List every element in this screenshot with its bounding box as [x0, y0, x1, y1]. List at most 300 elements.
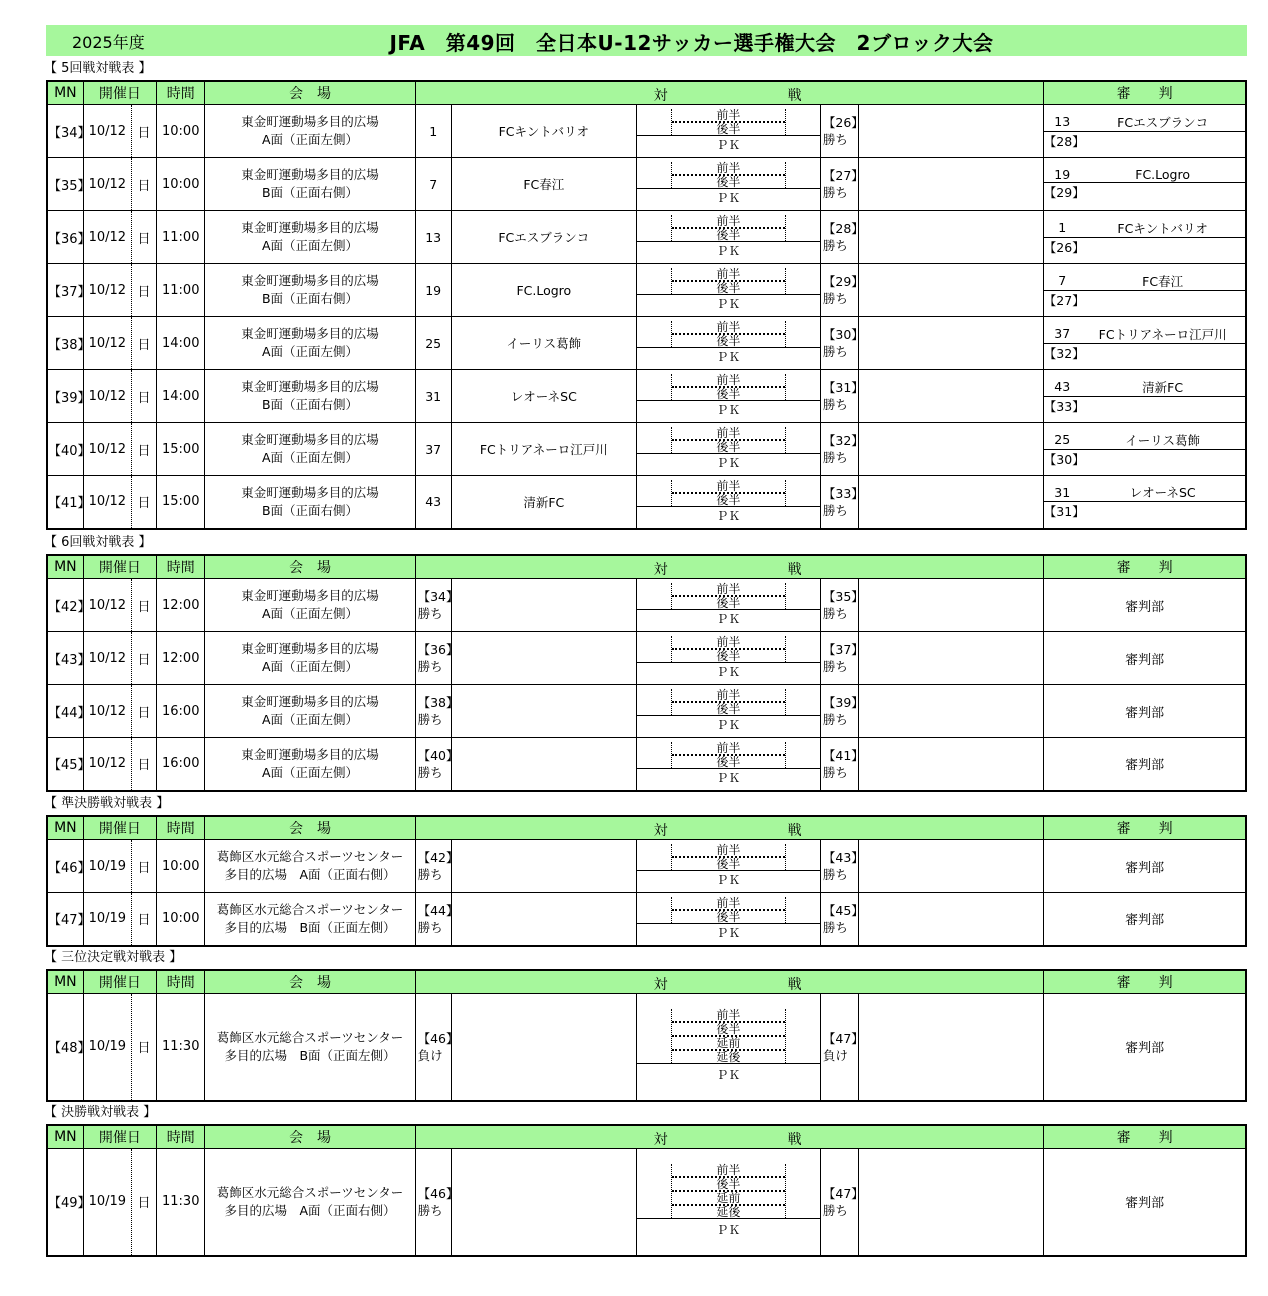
team-left-number: 19 — [415, 264, 451, 317]
match-time: 14:00 — [157, 317, 205, 370]
header-row — [47, 970, 1246, 994]
referee-cell: 審判部 — [1044, 840, 1246, 893]
period-label-second-half: 後半 — [672, 333, 785, 347]
match-venue: 東金町運動場多目的広場 A面（正面左側） — [205, 423, 415, 476]
period-label-second-half: 後半 — [672, 227, 785, 241]
team-right-slot — [820, 994, 864, 1101]
referee-match-ref: 【32】 — [1043, 345, 1085, 361]
team-right-name — [859, 370, 1044, 423]
score-box — [636, 317, 820, 370]
pk-label: ＰＫ — [637, 1063, 820, 1085]
match-date: 10/19 — [83, 1149, 131, 1256]
team-right-slot — [820, 738, 864, 791]
match-date: 10/12 — [83, 476, 131, 529]
pk-label: ＰＫ — [637, 609, 820, 627]
team-left-slot — [415, 994, 459, 1101]
col-header-date: 開催日 — [83, 970, 156, 994]
score-box — [636, 370, 820, 423]
match-weekday: 日 — [131, 476, 156, 529]
final-table — [46, 1124, 1247, 1257]
referee-team-name: FCトリアネーロ江戸川 — [1098, 326, 1227, 342]
match-date: 10/12 — [83, 632, 131, 685]
period-label-first-half: 前半 — [716, 740, 741, 755]
team-right-label: 【47】 勝ち — [822, 1185, 864, 1218]
pk-label: ＰＫ — [637, 662, 820, 680]
match-weekday: 日 — [131, 317, 156, 370]
team-right-slot — [820, 423, 864, 476]
score-box — [636, 423, 820, 476]
match-time: 10:00 — [157, 840, 205, 893]
team-right-slot — [820, 211, 864, 264]
match-weekday: 日 — [131, 632, 156, 685]
match-number: 【40】 — [47, 423, 83, 476]
team-left-slot — [415, 685, 459, 738]
match-row — [47, 1149, 1246, 1256]
col-header-match-left: 対 — [653, 1132, 668, 1148]
match-date: 10/12 — [83, 738, 131, 791]
match-venue: 東金町運動場多目的広場 A面（正面左側） — [205, 632, 415, 685]
col-header-mn: MN — [47, 816, 83, 840]
period-label-second-half: 後半 — [672, 280, 785, 294]
pk-label: ＰＫ — [637, 715, 820, 733]
team-left-name — [451, 1149, 636, 1256]
season-year: 2025年度 — [72, 33, 145, 52]
match-row — [47, 105, 1246, 158]
team-right-slot — [820, 579, 864, 632]
match-number: 【37】 — [47, 264, 83, 317]
match-row — [47, 423, 1246, 476]
col-header-venue: 会 場 — [205, 555, 415, 579]
period-label-second-half: 後半 — [672, 492, 785, 506]
team-right-label: 【33】 勝ち — [822, 485, 864, 518]
referee-cell — [1044, 264, 1246, 317]
col-header-mn: MN — [47, 1125, 83, 1149]
referee-team-number: 7 — [1058, 273, 1067, 288]
team-right-label: 【27】 勝ち — [822, 168, 864, 200]
referee-cell: 審判部 — [1044, 632, 1246, 685]
col-header-time: 時間 — [157, 816, 205, 840]
team-right-name — [859, 211, 1044, 264]
referee-team-number: 37 — [1054, 326, 1071, 341]
team-left-name: レオーネSC — [451, 370, 636, 423]
team-left-number: 31 — [415, 370, 451, 423]
col-header-match — [415, 81, 1044, 105]
referee-team-name: FCキントバリオ — [1117, 220, 1208, 236]
match-venue: 東金町運動場多目的広場 A面（正面左側） — [205, 738, 415, 791]
match-time: 16:00 — [157, 685, 205, 738]
team-right-label: 【31】 勝ち — [822, 380, 864, 412]
period-label-second-half: 後半 — [672, 856, 785, 870]
team-right-name — [859, 685, 1044, 738]
referee-cell — [1044, 370, 1246, 423]
pk-label: ＰＫ — [637, 453, 820, 471]
referee-cell: 審判部 — [1044, 1149, 1246, 1256]
period-label-first-half: 前半 — [716, 688, 741, 702]
match-weekday: 日 — [131, 211, 156, 264]
team-left-name: FCトリアネーロ江戸川 — [451, 423, 636, 476]
team-left-label: 【42】 勝ち — [417, 850, 459, 882]
match-weekday: 日 — [131, 579, 156, 632]
score-box — [636, 158, 820, 211]
period-label-first-half: 前半 — [716, 478, 741, 493]
referee-cell — [1044, 158, 1246, 211]
match-time: 14:00 — [157, 370, 205, 423]
match-row — [47, 893, 1246, 946]
match-row — [47, 158, 1246, 211]
team-right-name — [859, 994, 1044, 1101]
col-header-match — [415, 555, 1044, 579]
col-header-time: 時間 — [157, 81, 205, 105]
match-time: 11:00 — [157, 211, 205, 264]
score-box — [636, 211, 820, 264]
col-header-referee: 審 判 — [1044, 816, 1246, 840]
match-time: 12:00 — [157, 579, 205, 632]
pk-label: ＰＫ — [637, 188, 820, 206]
match-date: 10/12 — [83, 158, 131, 211]
period-label-first-half: 前半 — [716, 895, 741, 910]
page-title: JFA 第49回 全日本U-12サッカー選手権大会 2ブロック大会 — [389, 31, 994, 55]
team-right-label: 【30】 勝ち — [822, 327, 864, 359]
period-label-first-half: 前半 — [716, 582, 741, 596]
referee-match-ref: 【27】 — [1043, 292, 1085, 308]
team-left-slot — [415, 579, 459, 632]
team-left-slot — [415, 738, 459, 791]
referee-team-name: FC春江 — [1142, 273, 1184, 289]
team-left-number: 13 — [415, 211, 451, 264]
match-date: 10/19 — [83, 893, 131, 946]
period-label-first-half: 前半 — [716, 214, 741, 228]
match-date: 10/12 — [83, 370, 131, 423]
team-left-name: FC春江 — [451, 158, 636, 211]
pk-label: ＰＫ — [637, 870, 820, 888]
referee-team-number: 43 — [1054, 379, 1071, 394]
match-venue: 葛飾区水元総合スポーツセンター 多目的広場 A面（正面右側） — [205, 840, 415, 893]
pk-label: ＰＫ — [637, 347, 820, 365]
referee-team-name: 清新FC — [1142, 379, 1184, 395]
referee-cell: 審判部 — [1044, 893, 1246, 946]
team-right-slot — [820, 893, 864, 946]
referee-cell — [1044, 476, 1246, 529]
section-label-final: 【 決勝戦対戦表 】 — [44, 1105, 157, 1120]
team-right-label: 【41】 勝ち — [822, 747, 864, 780]
team-left-number: 37 — [415, 423, 451, 476]
team-right-slot — [820, 264, 864, 317]
match-time: 10:00 — [157, 105, 205, 158]
team-left-name: FCエスブランコ — [451, 211, 636, 264]
referee-team-number: 13 — [1054, 114, 1071, 129]
team-left-name: 清新FC — [451, 476, 636, 529]
team-right-label: 【45】 勝ち — [822, 902, 864, 935]
referee-team-name: イーリス葛飾 — [1125, 432, 1200, 448]
col-header-date: 開催日 — [83, 81, 156, 105]
period-label-first-half: 前半 — [716, 373, 741, 387]
period-label-second-half: 後半 — [672, 648, 785, 662]
team-right-label: 【37】 勝ち — [822, 642, 864, 674]
period-label-first-half: 前半 — [716, 1007, 741, 1022]
period-label-second-half: 後半 — [672, 386, 785, 400]
col-header-match — [415, 970, 1044, 994]
match-number: 【47】 — [47, 893, 83, 946]
match-weekday: 日 — [131, 264, 156, 317]
col-header-time: 時間 — [157, 970, 205, 994]
team-right-label: 【29】 勝ち — [822, 274, 864, 306]
match-weekday: 日 — [131, 840, 156, 893]
section-label-round6: 【 6回戦対戦表 】 — [44, 535, 152, 550]
referee-match-ref: 【30】 — [1043, 451, 1085, 467]
team-right-name — [859, 105, 1044, 158]
match-row — [47, 370, 1246, 423]
team-right-name — [859, 264, 1044, 317]
col-header-venue: 会 場 — [205, 1125, 415, 1149]
period-label-second-half: 後半 — [672, 701, 785, 715]
period-label-first-half: 前半 — [716, 320, 741, 334]
match-weekday: 日 — [131, 158, 156, 211]
period-label-first-half: 前半 — [716, 161, 741, 175]
match-time: 15:00 — [157, 423, 205, 476]
team-right-name — [859, 893, 1044, 946]
team-left-label: 【34】 勝ち — [417, 589, 459, 621]
col-header-venue: 会 場 — [205, 816, 415, 840]
match-weekday: 日 — [131, 105, 156, 158]
referee-team-number: 25 — [1054, 432, 1071, 447]
match-number: 【38】 — [47, 317, 83, 370]
team-left-slot — [415, 840, 459, 893]
team-left-label: 【40】 勝ち — [417, 747, 459, 780]
score-box — [636, 893, 820, 946]
match-row — [47, 579, 1246, 632]
match-date: 10/12 — [83, 211, 131, 264]
referee-team-name: FCエスブランコ — [1117, 114, 1209, 130]
team-right-name — [859, 423, 1044, 476]
section-label-round5: 【 5回戦対戦表 】 — [44, 61, 152, 76]
pk-label: ＰＫ — [637, 241, 820, 259]
col-header-mn: MN — [47, 970, 83, 994]
team-right-slot — [820, 158, 864, 211]
team-right-slot — [820, 370, 864, 423]
period-label-second-half: 後半 — [672, 439, 785, 453]
referee-team-number: 1 — [1058, 220, 1067, 235]
team-right-slot — [820, 632, 864, 685]
match-number: 【42】 — [47, 579, 83, 632]
team-right-slot — [820, 105, 864, 158]
team-right-name — [859, 317, 1044, 370]
team-left-name — [451, 840, 636, 893]
match-number: 【36】 — [47, 211, 83, 264]
team-right-slot — [820, 840, 864, 893]
team-left-slot — [415, 893, 459, 946]
match-row — [47, 211, 1246, 264]
col-header-match — [415, 816, 1044, 840]
match-venue: 東金町運動場多目的広場 B面（正面右側） — [205, 264, 415, 317]
header-row — [47, 1125, 1246, 1149]
match-venue: 東金町運動場多目的広場 A面（正面左側） — [205, 105, 415, 158]
col-header-referee: 審 判 — [1044, 970, 1246, 994]
score-box — [636, 579, 820, 632]
team-right-name — [859, 158, 1044, 211]
period-label-second-half: 後半 — [672, 754, 785, 768]
match-time: 11:30 — [157, 1149, 205, 1256]
score-box — [636, 840, 820, 893]
period-label-second-half: 後半 — [672, 1176, 785, 1190]
match-weekday: 日 — [131, 893, 156, 946]
team-left-slot — [415, 632, 459, 685]
team-left-label: 【46】 勝ち — [417, 1185, 459, 1218]
match-venue: 東金町運動場多目的広場 B面（正面右側） — [205, 476, 415, 529]
team-right-name — [859, 632, 1044, 685]
pk-label: ＰＫ — [637, 768, 820, 786]
referee-cell — [1044, 211, 1246, 264]
match-time: 10:00 — [157, 893, 205, 946]
match-row — [47, 632, 1246, 685]
match-date: 10/12 — [83, 423, 131, 476]
col-header-referee: 審 判 — [1044, 555, 1246, 579]
referee-match-ref: 【26】 — [1043, 239, 1085, 255]
match-venue: 東金町運動場多目的広場 A面（正面左側） — [205, 317, 415, 370]
period-label-first-half: 前半 — [716, 1162, 741, 1177]
header-row — [47, 555, 1246, 579]
referee-team-name: レオーネSC — [1129, 485, 1196, 501]
pk-label: ＰＫ — [637, 1218, 820, 1240]
match-venue: 葛飾区水元総合スポーツセンター 多目的広場 A面（正面右側） — [205, 1149, 415, 1256]
period-label-second-half: 後半 — [672, 174, 785, 188]
period-label-second-half: 後半 — [672, 1021, 785, 1035]
match-time: 11:00 — [157, 264, 205, 317]
match-number: 【46】 — [47, 840, 83, 893]
team-right-label: 【26】 勝ち — [822, 115, 864, 147]
col-header-match-left: 対 — [653, 88, 668, 104]
match-date: 10/19 — [83, 994, 131, 1101]
match-number: 【44】 — [47, 685, 83, 738]
match-row — [47, 685, 1246, 738]
match-number: 【34】 — [47, 105, 83, 158]
score-box — [636, 264, 820, 317]
match-number: 【39】 — [47, 370, 83, 423]
team-right-label: 【43】 勝ち — [822, 850, 864, 882]
team-right-slot — [820, 685, 864, 738]
match-weekday: 日 — [131, 1149, 156, 1256]
period-label-et-first: 延前 — [672, 1035, 785, 1049]
match-weekday: 日 — [131, 685, 156, 738]
score-box — [636, 738, 820, 791]
score-box — [636, 994, 820, 1101]
pk-label: ＰＫ — [637, 135, 820, 153]
referee-cell — [1044, 423, 1246, 476]
col-header-match-left: 対 — [653, 823, 668, 839]
referee-match-ref: 【31】 — [1043, 504, 1085, 520]
period-label-first-half: 前半 — [716, 635, 741, 649]
col-header-date: 開催日 — [83, 816, 156, 840]
team-left-label: 【44】 勝ち — [417, 902, 459, 935]
match-weekday: 日 — [131, 738, 156, 791]
referee-team-number: 19 — [1054, 167, 1071, 182]
semifinal-table — [46, 815, 1247, 947]
match-date: 10/19 — [83, 840, 131, 893]
team-left-number: 7 — [415, 158, 451, 211]
team-right-name — [859, 579, 1044, 632]
match-time: 11:30 — [157, 994, 205, 1101]
team-left-label: 【38】 勝ち — [417, 695, 459, 727]
col-header-referee: 審 判 — [1044, 81, 1246, 105]
match-time: 16:00 — [157, 738, 205, 791]
match-row — [47, 317, 1246, 370]
match-date: 10/12 — [83, 105, 131, 158]
col-header-match-left: 対 — [653, 562, 668, 578]
referee-cell: 審判部 — [1044, 994, 1246, 1101]
period-label-first-half: 前半 — [716, 843, 741, 857]
team-right-name — [859, 1149, 1044, 1256]
col-header-match-right: 戦 — [787, 823, 802, 839]
team-right-name — [859, 476, 1044, 529]
match-weekday: 日 — [131, 423, 156, 476]
team-right-label: 【28】 勝ち — [822, 221, 864, 253]
team-left-name — [451, 685, 636, 738]
team-left-name — [451, 738, 636, 791]
team-left-slot — [415, 1149, 459, 1256]
team-left-name — [451, 994, 636, 1101]
referee-cell: 審判部 — [1044, 579, 1246, 632]
col-header-match-right: 戦 — [787, 562, 802, 578]
team-left-number: 25 — [415, 317, 451, 370]
match-number: 【49】 — [47, 1149, 83, 1256]
col-header-match-left: 対 — [653, 977, 668, 993]
pk-label: ＰＫ — [637, 506, 820, 524]
match-number: 【48】 — [47, 994, 83, 1101]
referee-match-ref: 【29】 — [1043, 185, 1085, 200]
team-right-slot — [820, 317, 864, 370]
referee-cell: 審判部 — [1044, 738, 1246, 791]
col-header-mn: MN — [47, 555, 83, 579]
team-right-label: 【32】 勝ち — [822, 433, 864, 465]
match-row — [47, 738, 1246, 791]
match-venue: 東金町運動場多目的広場 A面（正面左側） — [205, 685, 415, 738]
team-left-number: 1 — [415, 105, 451, 158]
team-right-slot — [820, 476, 864, 529]
match-number: 【45】 — [47, 738, 83, 791]
team-left-name — [451, 893, 636, 946]
period-label-second-half: 後半 — [672, 595, 785, 609]
team-left-name: FC.Logro — [451, 264, 636, 317]
referee-match-ref: 【28】 — [1043, 133, 1085, 149]
round5-table — [46, 80, 1247, 530]
col-header-date: 開催日 — [83, 1125, 156, 1149]
match-date: 10/12 — [83, 264, 131, 317]
title-banner — [46, 25, 1247, 56]
match-row — [47, 264, 1246, 317]
team-right-name — [859, 738, 1044, 791]
match-number: 【35】 — [47, 158, 83, 211]
match-time: 15:00 — [157, 476, 205, 529]
match-date: 10/12 — [83, 579, 131, 632]
match-weekday: 日 — [131, 370, 156, 423]
team-left-name — [451, 632, 636, 685]
match-time: 12:00 — [157, 632, 205, 685]
period-label-et-second: 延後 — [672, 1049, 785, 1063]
score-box — [636, 476, 820, 529]
third-place-table — [46, 969, 1247, 1102]
team-right-label: 【39】 勝ち — [822, 695, 864, 727]
period-label-first-half: 前半 — [716, 108, 741, 122]
referee-match-ref: 【33】 — [1043, 398, 1085, 414]
match-time: 10:00 — [157, 158, 205, 211]
score-box — [636, 1149, 820, 1256]
score-box — [636, 105, 820, 158]
period-label-first-half: 前半 — [716, 426, 741, 440]
score-box — [636, 685, 820, 738]
col-header-referee: 審 判 — [1044, 1125, 1246, 1149]
team-left-label: 【36】 勝ち — [417, 642, 459, 674]
section-label-semifinal: 【 準決勝戦対戦表 】 — [44, 796, 170, 811]
team-left-name: FCキントバリオ — [451, 105, 636, 158]
